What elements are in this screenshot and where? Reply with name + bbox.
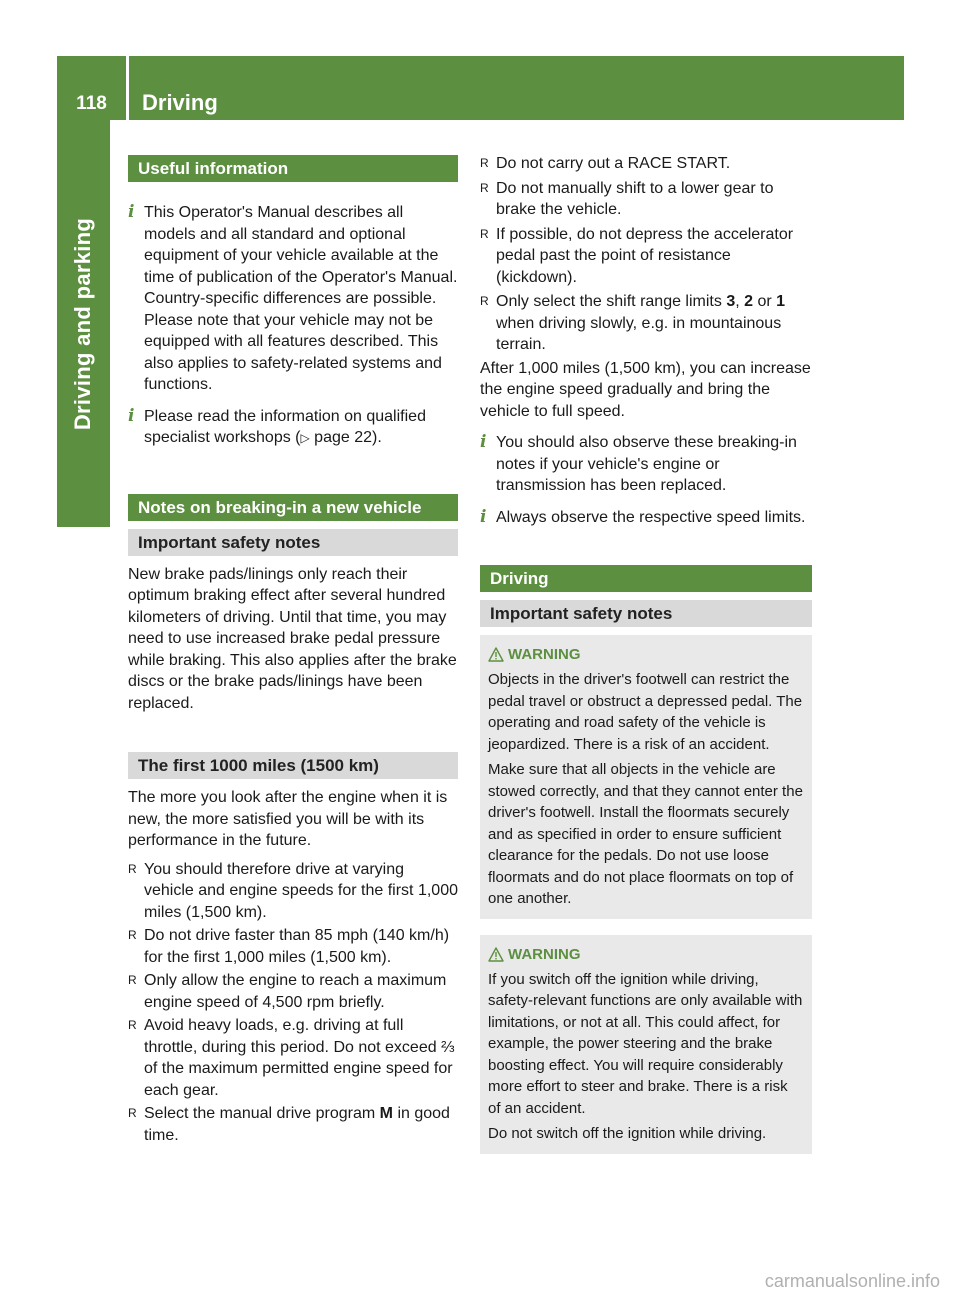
side-tab[interactable] — [57, 120, 110, 527]
side-tab-label: Driving and parking — [70, 217, 96, 430]
info-note-text: You should also observe these breaking-in notes if your vehicle's engine or transmission has been replaced. — [496, 434, 797, 494]
right-column — [480, 153, 812, 1154]
after-1000-miles-text: After 1,000 miles (1,500 km), you can increase the engine speed gradually and bring the vehicle to full speed. — [480, 359, 811, 420]
info-note-text: Always observe the respective speed limits. — [496, 508, 806, 526]
page-number: 118 — [76, 93, 107, 114]
list-item: R Select the manual drive program M in good time. — [128, 1103, 458, 1146]
warning-text: Do not switch off the ignition while driving. — [488, 1125, 767, 1142]
list-item: R Avoid heavy loads, e.g. driving at full throttle, during this period. Do not exceed ⅔ of the maximum permitted engine speed for each gear. — [128, 1015, 458, 1101]
info-icon: i — [480, 506, 487, 527]
list-item: R If possible, do not depress the accelerator pedal past the point of resistance (kickdown). — [480, 224, 812, 289]
warning-text: Make sure that all objects in the vehicle are stowed correctly, and that they cannot enter the driver's footwell. Install the floormats securely and as specified in order to ensure sufficient clearance for the pedals. Do not use loose floormats and do not place floormats on top of one another. — [488, 761, 803, 907]
info-note-text: Please read the information on qualified specialist workshops (▷ page 22). — [144, 407, 426, 446]
info-note — [480, 507, 812, 529]
left-column — [128, 155, 458, 1146]
breaking-in-text: New brake pads/linings only reach their optimum braking effect after several hundred kilometers of driving. Until that time, you may need to use increased brake pedal pressure while braking. This also applies after the brake discs or the brake pads/linings have been replaced. — [128, 565, 457, 712]
warning-title: WARNING — [488, 945, 804, 965]
info-note-text: This Operator's Manual describes all models and all standard and optional equipment of your vehicle available at the time of publication of the Operator's Manual. Country-specific differences are possible. Please note that your vehicle may not be equipped with all features described. This also applies to safety-related systems and functions. — [144, 204, 458, 393]
first-miles-intro: The more you look after the engine when it is new, the more satisfied you will be with its performance in the future. — [128, 789, 448, 849]
warning-text: Objects in the driver's footwell can restrict the pedal travel or obstruct a depressed pedal. The operating and road safety of the vehicle is jeopardized. There is a risk of an accident. — [488, 671, 803, 753]
list-item: R Do not carry out a RACE START. — [480, 153, 812, 175]
list-item: R Do not drive faster than 85 mph (140 km/h) for the first 1,000 miles (1,500 km). — [128, 925, 458, 968]
list-item: R Only allow the engine to reach a maximum engine speed of 4,500 rpm briefly. — [128, 970, 458, 1013]
warning-box — [480, 635, 812, 919]
info-icon: i — [480, 432, 487, 452]
list-item: R You should therefore drive at varying vehicle and engine speeds for the first 1,000 miles (1,500 km). — [128, 859, 458, 924]
info-icon: i — [128, 405, 135, 426]
list-item: R Only select the shift range limits 3, 2 or 1 when driving slowly, e.g. in mountainous terrain. — [480, 291, 812, 356]
info-icon: i — [128, 202, 135, 222]
warning-box — [480, 935, 812, 1154]
subsection-heading-first-1000-miles: The first 1000 miles (1500 km) — [128, 752, 458, 779]
section-heading-driving: Driving — [480, 565, 812, 592]
subsection-heading-safety-notes: Important safety notes — [128, 529, 458, 556]
first-miles-list — [128, 859, 458, 1147]
warning-triangle-icon — [488, 647, 504, 662]
header-divider — [126, 56, 129, 120]
page-ref-arrow-icon: ▷ — [300, 431, 310, 445]
subsection-heading-driving-safety-notes: Important safety notes — [480, 600, 812, 627]
section-heading-breaking-in: Notes on breaking-in a new vehicle — [128, 494, 458, 521]
warning-text: If you switch off the ignition while driving, safety-relevant functions are only available with limitations, or not at all. This could affect, for example, the power steering and the brake boosting effect. You will require considerably more effort to steer and brake. There is a risk of an accident. — [488, 970, 803, 1117]
info-note — [128, 202, 458, 396]
section-heading-useful-information: Useful information — [128, 155, 458, 182]
warning-title: WARNING — [488, 645, 804, 665]
watermark: carmanualsonline.info — [764, 1271, 940, 1291]
page-title: Driving — [142, 90, 218, 115]
breaking-in-list-continued — [480, 153, 812, 356]
warning-triangle-icon — [488, 947, 504, 962]
drive-program-letter: M — [379, 1105, 393, 1122]
info-note — [480, 432, 812, 497]
list-item: R Do not manually shift to a lower gear to brake the vehicle. — [480, 178, 812, 221]
info-note — [128, 406, 458, 450]
